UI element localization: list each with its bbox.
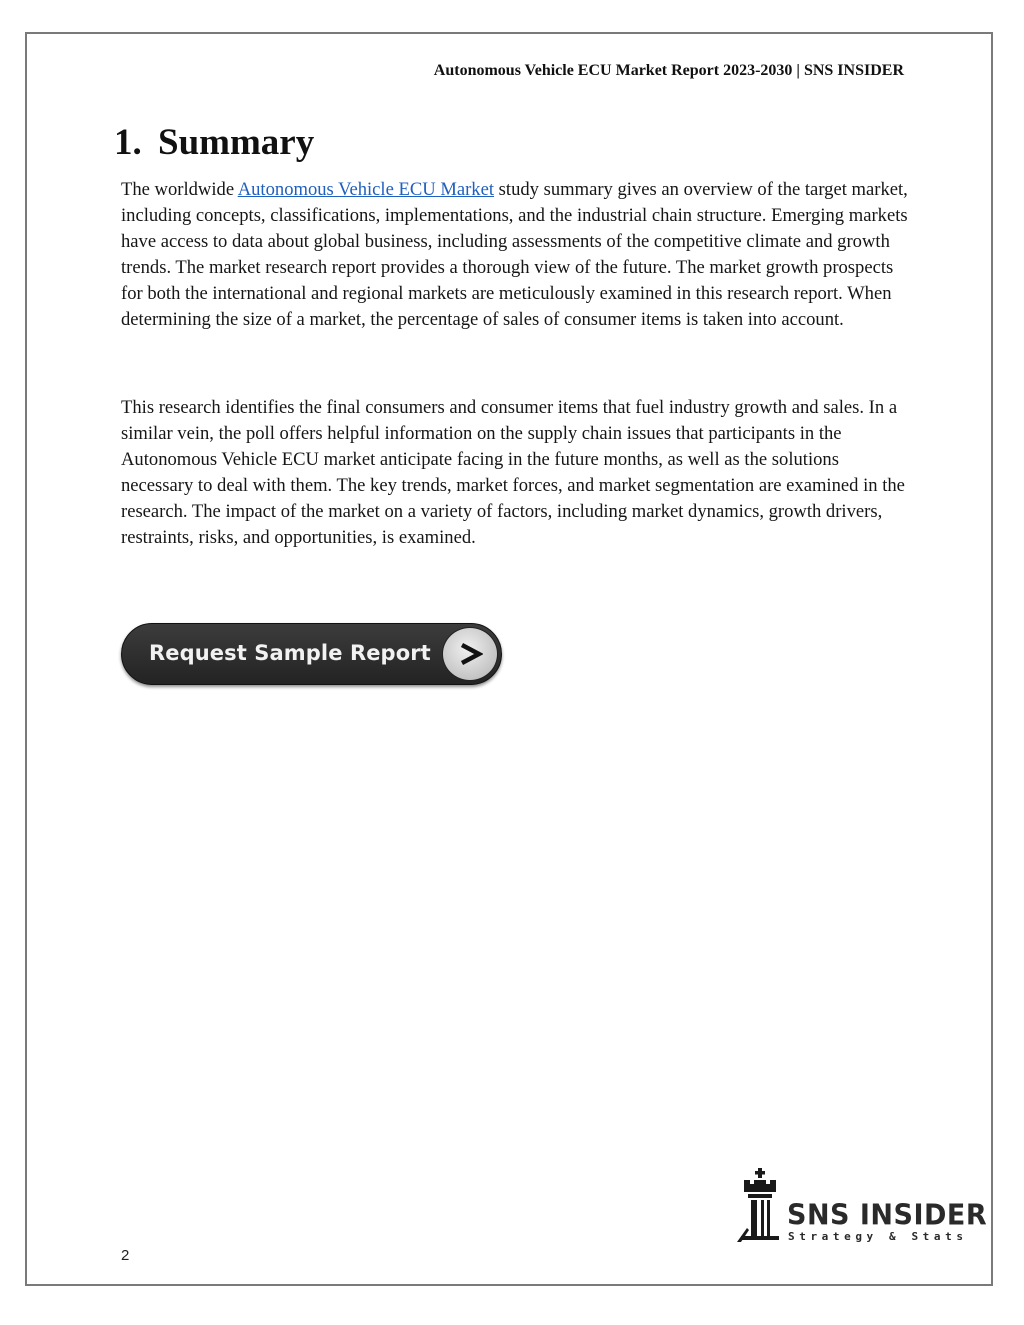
chevron-right-icon [442, 627, 498, 681]
section-number: 1. [114, 122, 142, 163]
request-sample-report-button[interactable] [121, 623, 502, 685]
section-title-text: Summary [158, 122, 315, 163]
paragraph-1-rest: study summary gives an overview of the target market, including concepts, classifications, implementations, and the industrial chain structure. Emerging markets have access to data about global business, including assessments of the competitive climate and growth trends. The market research report provides a thorough view of the future. The market growth prospects for both the international and regional markets are meticulously examined in this research report. When determining the size of a market, the percentage of sales of consumer items is taken into account. [121, 179, 908, 330]
paragraph-1-lead: The worldwide [121, 179, 238, 200]
section-title [114, 118, 314, 168]
request-sample-report-label: Request Sample Report [149, 641, 431, 665]
summary-paragraph-1 [121, 177, 911, 333]
market-report-link[interactable]: Autonomous Vehicle ECU Market [237, 179, 495, 200]
logo-tagline: Strategy & Stats [788, 1230, 968, 1243]
chess-king-icon [735, 1166, 787, 1246]
sns-insider-logo [735, 1166, 988, 1246]
logo-name: SNS INSIDER [787, 1199, 988, 1232]
summary-paragraph-2: This research identifies the final consumers and consumer items that fuel industry growth and sales. In a similar vein, the poll offers helpful information on the supply chain issues that participants in the Autonomous Vehicle ECU market anticipate facing in the future months, as well as the solutions necessary to deal with them. The key trends, market forces, and market segmentation are examined in the research. The impact of the market on a variety of factors, including market dynamics, growth drivers, restraints, risks, and opportunities, is examined. [121, 397, 905, 548]
running-header: Autonomous Vehicle ECU Market Report 2023-2030 | SNS INSIDER [433, 62, 904, 79]
page-number: 2 [121, 1247, 130, 1264]
